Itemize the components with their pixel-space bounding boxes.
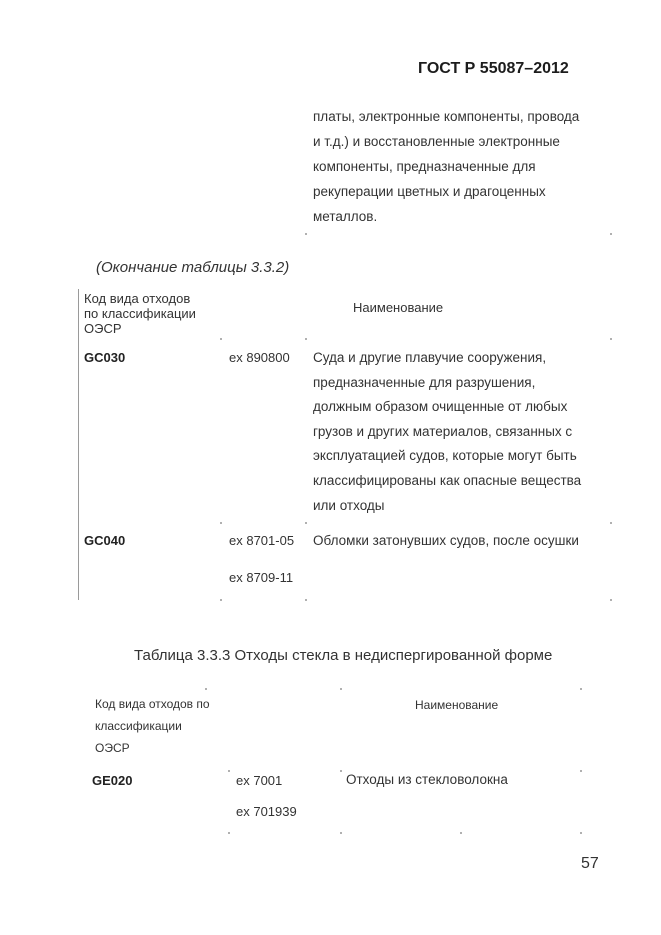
table-caption: Таблица 3.3.3 Отходы стекла в недиспергированной форме	[134, 647, 553, 664]
grid-dot	[340, 688, 342, 690]
column-header-code: Код вида отходов по классификации ОЭСР	[84, 291, 196, 336]
waste-description: Суда и другие плавучие сооружения, предназначенные для разрушения, должным образом очищенные от любых грузов и других материалов, связанных с эксплуатацией судов, которые могут быть классифицированы как опасные вещества или отходы	[313, 350, 582, 513]
grid-dot	[220, 338, 222, 340]
grid-dot	[228, 770, 230, 772]
grid-dot	[610, 233, 612, 235]
grid-dot	[220, 522, 222, 524]
grid-dot	[580, 770, 582, 772]
grid-dot	[305, 233, 307, 235]
continuation-line: и т.д.) и восстановленные электронные	[313, 134, 560, 149]
grid-dot	[580, 688, 582, 690]
grid-dot	[305, 522, 307, 524]
continuation-line: рекуперации цветных и драгоценных	[313, 184, 546, 199]
page-number: 57	[581, 855, 599, 872]
grid-dot	[340, 832, 342, 834]
grid-dot	[610, 599, 612, 601]
waste-code: GC040	[84, 533, 126, 548]
waste-code: GE020	[92, 773, 133, 788]
hs-code: ex 701939	[236, 804, 297, 819]
column-header-name: Наименование	[353, 300, 444, 315]
document-id: ГОСТ Р 55087–2012	[418, 60, 569, 77]
continuation-line: компоненты, предназначенные для	[313, 159, 536, 174]
hs-code: ex 8709-11	[229, 570, 294, 585]
grid-dot	[340, 770, 342, 772]
continuation-line: металлов.	[313, 209, 378, 224]
grid-dot	[220, 599, 222, 601]
table-caption-continuation: (Окончание таблицы 3.3.2)	[96, 259, 290, 276]
grid-dot	[205, 688, 207, 690]
grid-dot	[460, 832, 462, 834]
column-header-name: Наименование	[415, 698, 499, 712]
grid-dot	[228, 832, 230, 834]
hs-code: ex 7001	[236, 773, 283, 788]
waste-code: GC030	[84, 350, 126, 365]
grid-dot	[610, 522, 612, 524]
hs-code: ex 890800	[229, 350, 290, 365]
hs-code: ex 8701-05	[229, 533, 295, 548]
column-header-code: Код вида отходов по классификации ОЭСР	[95, 697, 210, 755]
grid-dot	[610, 338, 612, 340]
grid-dot	[305, 599, 307, 601]
waste-description: Обломки затонувших судов, после осушки	[313, 533, 579, 548]
grid-dot	[580, 832, 582, 834]
continuation-line: платы, электронные компоненты, провода	[313, 109, 580, 124]
grid-dot	[305, 338, 307, 340]
waste-description: Отходы из стекловолокна	[346, 772, 508, 787]
table-left-border	[78, 289, 79, 600]
